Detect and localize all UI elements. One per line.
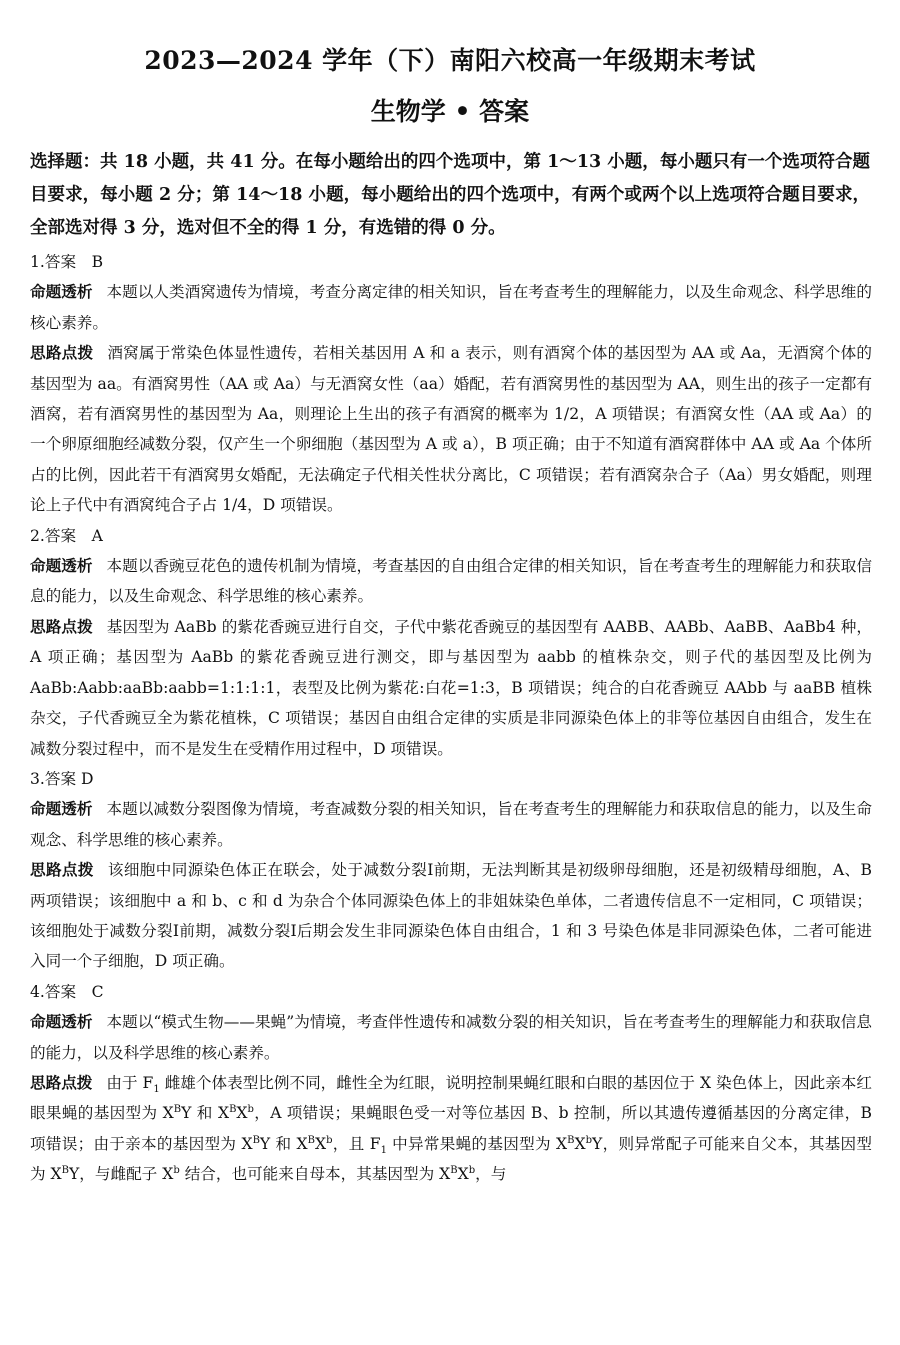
subscript: 1	[380, 1144, 387, 1156]
text-run: ，且 F	[332, 1134, 381, 1153]
analysis-text: 本题以人类酒窝遗传为情境，考查分离定律的相关知识，旨在考查考生的理解能力，以及生命观念、科学思维的核心素养。	[30, 283, 872, 332]
text-run: 结合，也可能来自母本，其基因型为 X	[179, 1165, 451, 1184]
answer-line-2: 2.答案 A	[30, 526, 103, 545]
answer-line-1: 1.答案 B	[30, 253, 104, 271]
hint-text: 该细胞中同源染色体正在联会，处于减数分裂Ⅰ前期，无法判断其是初级卵母细胞，还是初级精母细胞，A、B 两项错误；该细胞中 a 和 b、c 和 d 为杂合个体同源染色体上的非姐妹染色单体，二者遗传信息不一定相同，C 项错误；该细胞处于减数分裂Ⅰ前期，减数分裂Ⅰ后期会发生非同源染色体自由组合，1 和 3 号染色体是非同源染色体，二者可能进入同一个子细胞，D 项正确。	[30, 861, 872, 971]
text-run: X	[574, 1134, 586, 1153]
analysis-label: 命题透析	[30, 556, 93, 576]
text-run: Y 和 X	[259, 1134, 308, 1153]
hint-paragraph-2	[30, 612, 872, 764]
hint-paragraph-3	[30, 855, 872, 977]
text-run: Y，则异常配子可能来自父本，其基因型为 X	[30, 1134, 872, 1184]
analysis-label: 命题透析	[30, 282, 93, 302]
hint-label: 思路点拨	[30, 616, 93, 636]
analysis-label: 命题透析	[30, 1012, 93, 1032]
hint-label: 思路点拨	[30, 343, 94, 363]
analysis-label: 命题透析	[30, 799, 93, 819]
superscript: b	[326, 1134, 333, 1146]
superscript: b	[468, 1165, 476, 1176]
superscript: B	[61, 1165, 70, 1176]
text-run: 雌雄个体表型比例不同，雌性全为红眼，说明控制果蝇红眼和白眼的基因位于 X 染色体上，因此亲本红眼果蝇的基因型为 X	[30, 1073, 872, 1123]
hint-label: 思路点拨	[30, 860, 94, 880]
section-instructions: 选择题：共 18 小题，共 41 分。在每小题给出的四个选项中，第 1～13 小题，每小题只有一个选项符合题目要求，每小题 2 分；第 14～18 小题，每小题给出的四个选项中，有两个或两个以上选项符合题目要求，全部选对得 3 分，选对但不全的得 1 分，有选错的得 0 分。	[30, 152, 870, 238]
hint-text: 基因型为 AaBb 的紫花香豌豆进行自交，子代中紫花香豌豆的基因型有 AABB、AABb、AaBB、AaBb4 种，A 项正确；基因型为 AaBb 的紫花香豌豆进行测交，即与基因型为 aabb 的植株杂交，则子代的基因型及比例为 AaBb:Aabb:aaBb:aabb=1:1:1:1，表型及比例为紫花:白花=1:3，B 项错误；纯合的白花香豌豆 AAbb 与 aaBB 植株杂交，子代香豌豆全为紫花植株，C 项错误；基因自由组合定律的实质是非同源染色体上的非等位基因自由组合，发生在减数分裂过程中，而不是发生在受精作用过程中，D 项错误。	[30, 617, 873, 758]
text-run: 由于 F	[106, 1073, 154, 1092]
superscript: B	[567, 1134, 575, 1146]
text-run: ，A 项错误；果蝇眼色受一对等位基因 B、b 控制，所以其遗传遵循基因的分离定律，B 项错误；由于亲本的基因型为 X	[30, 1104, 872, 1153]
analysis-paragraph-3	[30, 794, 872, 855]
analysis-text: 本题以“模式生物——果蝇”为情境，考查伴性遗传和减数分裂的相关知识，旨在考查考生的理解能力和获取信息的能力，以及科学思维的核心素养。	[30, 1013, 872, 1062]
superscript: B	[173, 1104, 182, 1116]
superscript: B	[307, 1134, 315, 1146]
answer-line-4: 4.答案 C	[30, 982, 104, 1001]
hint-paragraph-4	[30, 1068, 872, 1190]
hint-paragraph-1	[30, 338, 872, 520]
text-run: X	[457, 1165, 469, 1184]
subscript: 1	[153, 1084, 160, 1096]
analysis-text: 本题以香豌豆花色的遗传机制为情境，考查基因的自由组合定律的相关知识，旨在考查考生的理解能力和获取信息的能力，以及生命观念、科学思维的核心素养。	[30, 557, 872, 606]
text-run: 中异常果蝇的基因型为 X	[386, 1134, 568, 1153]
analysis-paragraph-2	[30, 551, 872, 612]
superscript: b	[585, 1134, 593, 1146]
text-run: Y，与雌配子 X	[69, 1165, 174, 1184]
superscript: b	[247, 1104, 254, 1116]
analysis-paragraph-4	[30, 1007, 872, 1068]
text-run: ，与	[475, 1165, 507, 1184]
superscript: B	[229, 1104, 237, 1116]
superscript: B	[450, 1165, 458, 1176]
text-run: X	[315, 1134, 327, 1153]
text-run: X	[236, 1104, 248, 1123]
text-run: Y 和 X	[181, 1104, 230, 1123]
superscript: b	[173, 1165, 180, 1176]
hint-text: 酒窝属于常染色体显性遗传，若相关基因用 A 和 a 表示，则有酒窝个体的基因型为 AA 或 Aa，无酒窝个体的基因型为 aa。有酒窝男性（AA 或 Aa）与无酒窝女性（aa）婚配，若有酒窝男性的基因型为 AA，则生出的孩子一定都有酒窝，若有酒窝男性的基因型为 Aa，则理论上生出的孩子有酒窝的概率为 1/2，A 项错误；有酒窝女性（AA 或 Aa）的一个卵原细胞经减数分裂，仅产生一个卵细胞（基因型为 A 或 a），B 项正确；由于不知道有酒窝群体中 AA 或 Aa 个体所占的比例，因此若干有酒窝男女婚配，无法确定子代相关性状分离比，C 项错误；若有酒窝杂合子（Aa）男女婚配，则理论上子代中有酒窝纯合子占 1/4，D 项错误。	[30, 344, 872, 515]
answers-body	[30, 247, 872, 1190]
analysis-text: 本题以减数分裂图像为情境，考查减数分裂的相关知识，旨在考查考生的理解能力和获取信息的能力，以及生命观念、科学思维的核心素养。	[30, 800, 872, 849]
answer-line-3: 3.答案 D	[30, 769, 94, 788]
hint-label: 思路点拨	[30, 1072, 93, 1092]
page-subtitle: 生物学 • 答案	[370, 97, 530, 126]
superscript: B	[252, 1134, 260, 1146]
analysis-paragraph-1	[30, 277, 872, 338]
hint-text	[30, 1074, 872, 1183]
page-title: 2023—2024 学年（下）南阳六校高一年级期末考试	[144, 46, 756, 75]
